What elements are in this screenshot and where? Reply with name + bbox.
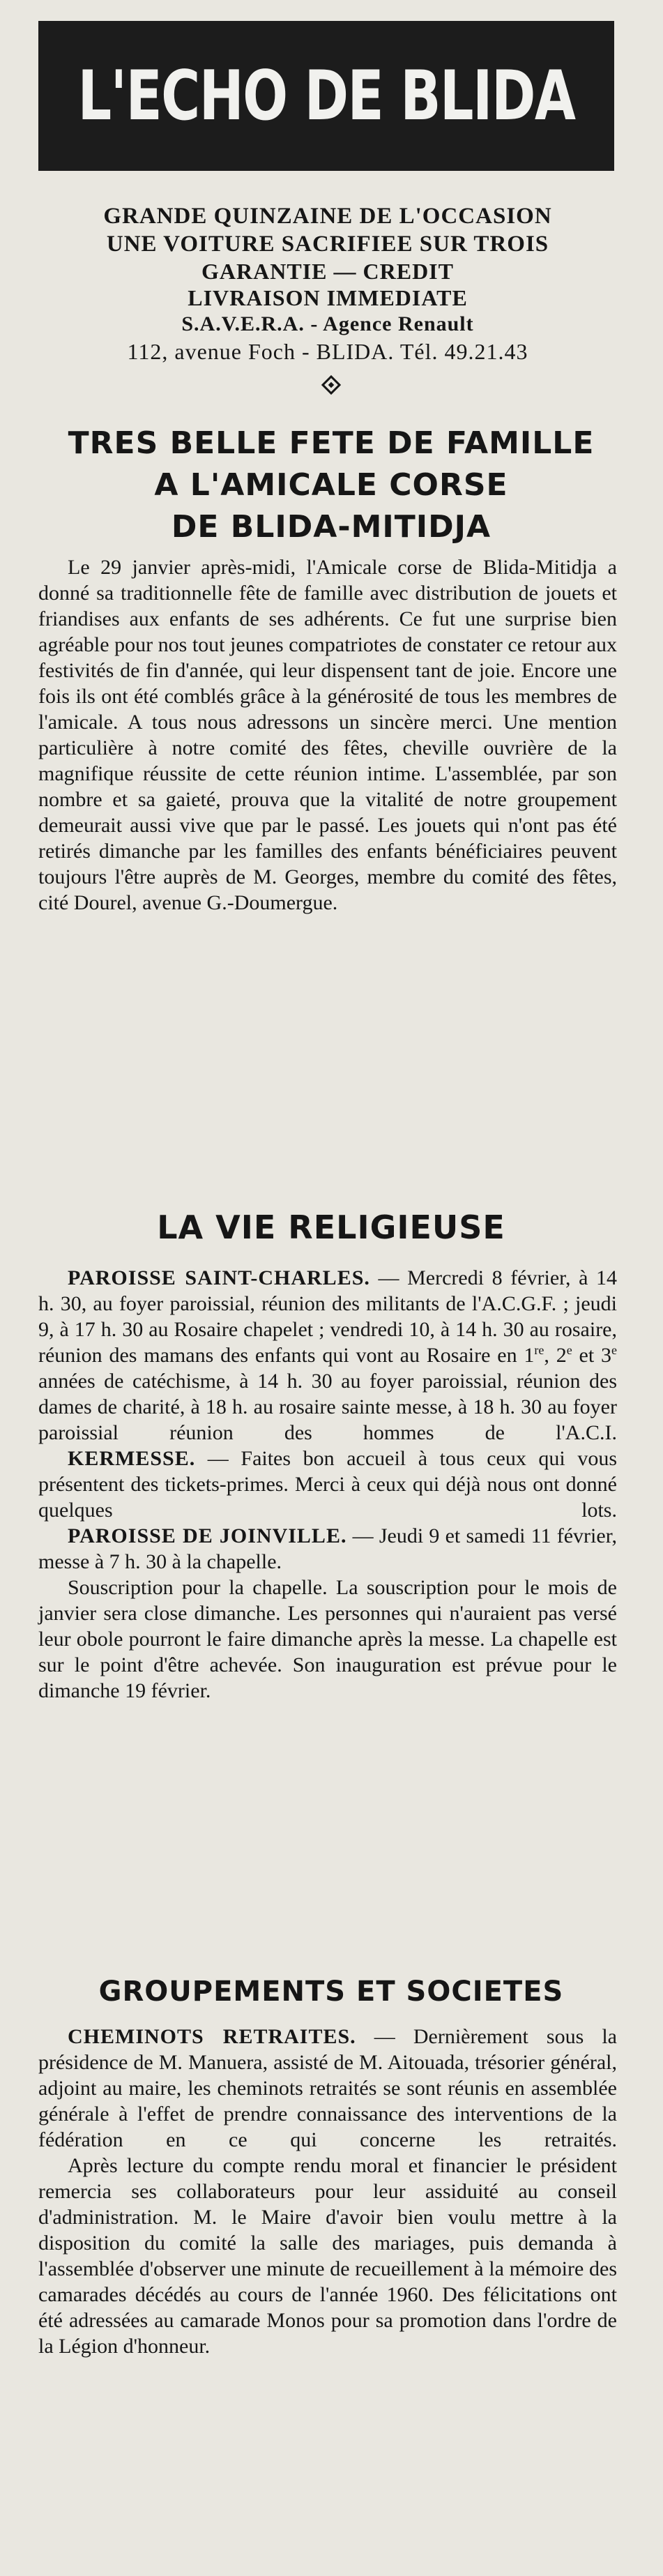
paroisse-joinville-lead: PAROISSE DE JOINVILLE. bbox=[68, 1524, 347, 1547]
ad-dealer: S.A.V.E.R.A. - Agence Renault bbox=[181, 312, 474, 335]
kermesse-lead: KERMESSE. bbox=[68, 1447, 196, 1470]
article-amicale-title-line3: DE BLIDA-MITIDJA bbox=[171, 509, 491, 545]
article-amicale-title-line2: A L'AMICALE CORSE bbox=[154, 467, 508, 503]
paroisse-saint-charles-lead: PAROISSE SAINT-CHARLES. bbox=[68, 1266, 370, 1289]
article-groupements-body bbox=[38, 2024, 617, 2359]
assemblee-paragraph: Après lecture du compte rendu moral et financier le président remercia ses collaborateurs pour leur assiduité au conseil d'administration. M. le Maire d'avoir bien voulu mettre à la disposition du comité la salle des mariages, puis demanda à l'assemblée d'observer une minute de recueillement à la mémoire des camarades décédés au cours de l'année 1960. Des félicitations ont été adressées au camarade Monos pour sa promotion dans l'ordre de la Légion d'honneur. bbox=[38, 2154, 617, 2358]
paroisse-saint-charles-paragraph: PAROISSE SAINT-CHARLES. — Mercredi 8 février, à 14 h. 30, au foyer paroissial, réunion des militants de l'A.C.G.F. ; jeudi 9, à 17 h. 30 au Rosaire chapelet ; vendredi 10, à 14 h. 30 au rosaire, réunion des mamans des enfants qui vont au Rosaire en 1re, 2e et 3e années de catéchisme, à 14 h. 30 au foyer paroissial, réunion des dames de charité, à 18 h. au rosaire sainte messe, à 18 h. 30 au foyer paroissial réunion des hommes de l'A.C.I. bbox=[38, 1266, 617, 1444]
cheminots-paragraph: CHEMINOTS RETRAITES. — Dernièrement sous la présidence de M. Manuera, assisté de M. Aitouada, trésorier général, adjoint au maire, les cheminots retraités se sont réunis en assemblée générale à l'effet de prendre connaissance des interventions de la fédération en ce qui concerne les retraités. bbox=[38, 2025, 617, 2151]
masthead-title: L'ECHO DE BLIDA bbox=[77, 56, 575, 136]
ad-headline: GRANDE QUINZAINE DE L'OCCASION bbox=[103, 204, 552, 229]
article-amicale-title-line1: TRES BELLE FETE DE FAMILLE bbox=[68, 425, 595, 461]
advertisement bbox=[21, 202, 634, 365]
diamond-separator-icon bbox=[321, 375, 341, 395]
article-religion-body bbox=[38, 1265, 617, 1704]
article-amicale-title bbox=[14, 423, 648, 548]
paroisse-joinville-paragraph: PAROISSE DE JOINVILLE. — Jeudi 9 et samedi 11 février, messe à 7 h. 30 à la chapelle. bbox=[38, 1524, 617, 1573]
article-religion-title: LA VIE RELIGIEUSE bbox=[157, 1209, 505, 1246]
souscription-paragraph: Souscription pour la chapelle. La souscription pour le mois de janvier sera close dimanche. Les personnes qui n'auraient pas versé leur obole pourront le faire dimanche après la messe. La chapelle est sur le point d'être achevée. Son inauguration est prévue pour le dimanche 19 février. bbox=[38, 1576, 617, 1702]
ad-address: 112, avenue Foch - BLIDA. Tél. 49.21.43 bbox=[127, 339, 528, 364]
masthead bbox=[38, 21, 614, 171]
article-amicale-body bbox=[38, 554, 617, 916]
cheminots-lead: CHEMINOTS RETRAITES. bbox=[68, 2025, 356, 2048]
ad-guarantee: GARANTIE — CREDIT bbox=[201, 259, 454, 284]
ad-subheadline: UNE VOITURE SACRIFIEE SUR TROIS bbox=[106, 232, 549, 257]
ad-delivery: LIVRAISON IMMEDIATE bbox=[188, 285, 468, 310]
article-amicale-paragraph: Le 29 janvier après-midi, l'Amicale corse de Blida-Mitidja a donné sa traditionnelle fête de famille avec distribution de jouets et friandises aux enfants de ses adhérents. Ce fut une surprise bien agréable pour nos tout jeunes compatriotes de constater ce retour aux festivités de fin d'année, qui leur dispensent tant de joie. Encore une fois ils ont été comblés grâce à la générosité de tous les membres de l'amicale. A tous nous adressons un sincère merci. Une mention particulière à notre comité des fêtes, cheville ouvrière de la magnifique réussite de cette réunion intime. L'assemblée, par son nombre et sa gaieté, prouva que la vitalité de notre groupement demeurait aussi vive que par le passé. Les jouets qui n'ont pas été retirés dimanche par les familles des enfants bénéficiaires peuvent toujours l'être auprès de M. Georges, membre du comité des fêtes, cité Dourel, avenue G.-Doumergue. bbox=[38, 556, 617, 914]
article-groupements-title: GROUPEMENTS ET SOCIETES bbox=[98, 1976, 564, 2008]
kermesse-paragraph: KERMESSE. — Faites bon accueil à tous ceux qui vous présentent des tickets-primes. Merci à ceux qui déjà nous ont donné quelques lots. bbox=[38, 1447, 617, 1522]
